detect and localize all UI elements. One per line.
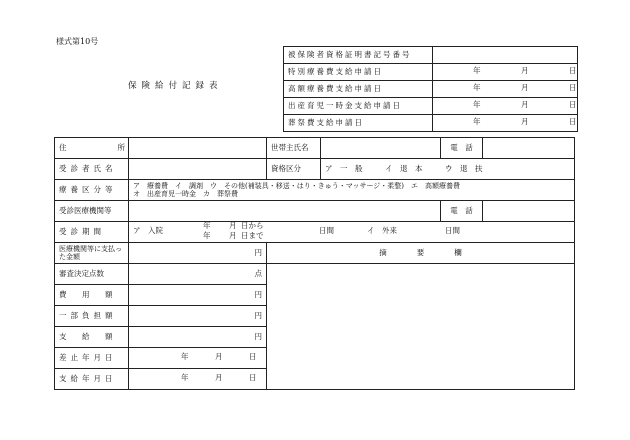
treatment-line-2: オ 出産育児一時金 カ 葬祭費 bbox=[133, 190, 238, 198]
treatment-category-options[interactable] bbox=[129, 180, 575, 201]
day-label: 日 bbox=[569, 83, 577, 92]
period-field[interactable] bbox=[129, 222, 575, 243]
record-title: 保険給付記録表 bbox=[128, 81, 223, 91]
year-label: 年 bbox=[473, 100, 481, 109]
days-label: 日間 bbox=[445, 226, 460, 235]
special-care-date-field[interactable] bbox=[433, 64, 578, 81]
paid-amount-field[interactable]: 円 bbox=[129, 243, 267, 264]
month-label: 月 bbox=[521, 117, 529, 126]
cost-field[interactable]: 円 bbox=[129, 285, 267, 306]
year-label: 年 bbox=[181, 373, 189, 382]
outpatient-label: イ 外来 bbox=[367, 226, 397, 235]
patient-name-label: 受診者氏名 bbox=[55, 159, 129, 180]
application-dates-table bbox=[283, 46, 578, 132]
summary-header: 摘 要 欄 bbox=[267, 243, 575, 264]
summary-field[interactable] bbox=[267, 264, 575, 390]
qualification-options[interactable]: ア 一 般 イ 退 本 ウ 退 扶 bbox=[321, 159, 575, 180]
month-label: 月 bbox=[229, 231, 237, 240]
medical-institution-field[interactable] bbox=[129, 201, 441, 222]
table-row bbox=[284, 81, 578, 98]
childbirth-label: 出産育児一時金支給申請日 bbox=[284, 98, 433, 115]
table-row bbox=[284, 47, 578, 64]
treatment-category-label: 療養区分等 bbox=[55, 180, 129, 201]
benefit-record-table bbox=[54, 137, 575, 390]
pay-date-field[interactable] bbox=[129, 369, 267, 390]
high-cost-date-field[interactable] bbox=[433, 81, 578, 98]
to-label: 日まで bbox=[241, 231, 264, 240]
medical-institution-label: 受診医療機関等 bbox=[55, 201, 129, 222]
year-label: 年 bbox=[473, 83, 481, 92]
payment-amount-field[interactable]: 円 bbox=[129, 327, 267, 348]
table-row bbox=[55, 180, 575, 201]
phone-label: 電 話 bbox=[441, 138, 483, 159]
table-row bbox=[284, 98, 578, 115]
points-label: 審査決定点数 bbox=[55, 264, 129, 285]
month-label: 月 bbox=[521, 83, 529, 92]
special-care-label: 特別療養費支給申請日 bbox=[284, 64, 433, 81]
household-head-field[interactable] bbox=[321, 138, 441, 159]
funeral-label: 葬祭費支給申請日 bbox=[284, 115, 433, 132]
pay-date-label: 支給年月日 bbox=[55, 369, 129, 390]
table-row bbox=[55, 222, 575, 243]
address-label: 住 所 bbox=[55, 138, 129, 159]
table-row bbox=[55, 264, 575, 285]
partial-payment-field[interactable]: 円 bbox=[129, 306, 267, 327]
day-label: 日 bbox=[569, 100, 577, 109]
period-label: 受診期間 bbox=[55, 222, 129, 243]
year-label: 年 bbox=[203, 231, 211, 240]
day-label: 日 bbox=[569, 66, 577, 75]
year-label: 年 bbox=[473, 66, 481, 75]
form-number: 様式第10号 bbox=[56, 37, 99, 46]
stop-date-field[interactable] bbox=[129, 348, 267, 369]
household-head-label: 世帯主氏名 bbox=[267, 138, 321, 159]
paid-amount-label: 医療機関等に支払った金額 bbox=[55, 243, 129, 264]
phone2-field[interactable] bbox=[483, 201, 575, 222]
high-cost-label: 高額療養費支給申請日 bbox=[284, 81, 433, 98]
patient-name-field[interactable] bbox=[129, 159, 267, 180]
stop-date-label: 差止年月日 bbox=[55, 348, 129, 369]
qualification-label: 資格区分 bbox=[267, 159, 321, 180]
year-label: 年 bbox=[473, 117, 481, 126]
table-row bbox=[55, 159, 575, 180]
cert-number-label: 被保険者資格証明書記号番号 bbox=[284, 47, 433, 64]
phone2-label: 電 話 bbox=[441, 201, 483, 222]
from-label: 日から bbox=[241, 221, 264, 230]
month-label: 月 bbox=[215, 373, 223, 382]
days-label: 日間 bbox=[319, 226, 334, 235]
points-field[interactable]: 点 bbox=[129, 264, 267, 285]
year-label: 年 bbox=[181, 352, 189, 361]
month-label: 月 bbox=[521, 66, 529, 75]
address-field[interactable] bbox=[129, 138, 267, 159]
partial-payment-label: 一部負担額 bbox=[55, 306, 129, 327]
day-label: 日 bbox=[249, 373, 257, 382]
month-label: 月 bbox=[215, 352, 223, 361]
day-label: 日 bbox=[569, 117, 577, 126]
childbirth-date-field[interactable] bbox=[433, 98, 578, 115]
payment-amount-label: 支 給 額 bbox=[55, 327, 129, 348]
phone-field[interactable] bbox=[483, 138, 575, 159]
table-row bbox=[55, 138, 575, 159]
treatment-line-1: ア 療養費 イ 調剤 ウ その他(補装具・移送・はり・きゅう・マッサージ・柔整) エ 高額療養費 bbox=[133, 181, 461, 190]
table-row bbox=[284, 115, 578, 132]
day-label: 日 bbox=[249, 352, 257, 361]
table-row bbox=[55, 243, 575, 264]
inpatient-label: ア 入院 bbox=[133, 226, 163, 235]
month-label: 月 bbox=[521, 100, 529, 109]
month-label: 月 bbox=[229, 221, 237, 230]
cert-number-field[interactable] bbox=[433, 47, 578, 64]
table-row bbox=[55, 201, 575, 222]
table-row bbox=[284, 64, 578, 81]
funeral-date-field[interactable] bbox=[433, 115, 578, 132]
year-label: 年 bbox=[203, 221, 211, 230]
cost-label: 費 用 額 bbox=[55, 285, 129, 306]
